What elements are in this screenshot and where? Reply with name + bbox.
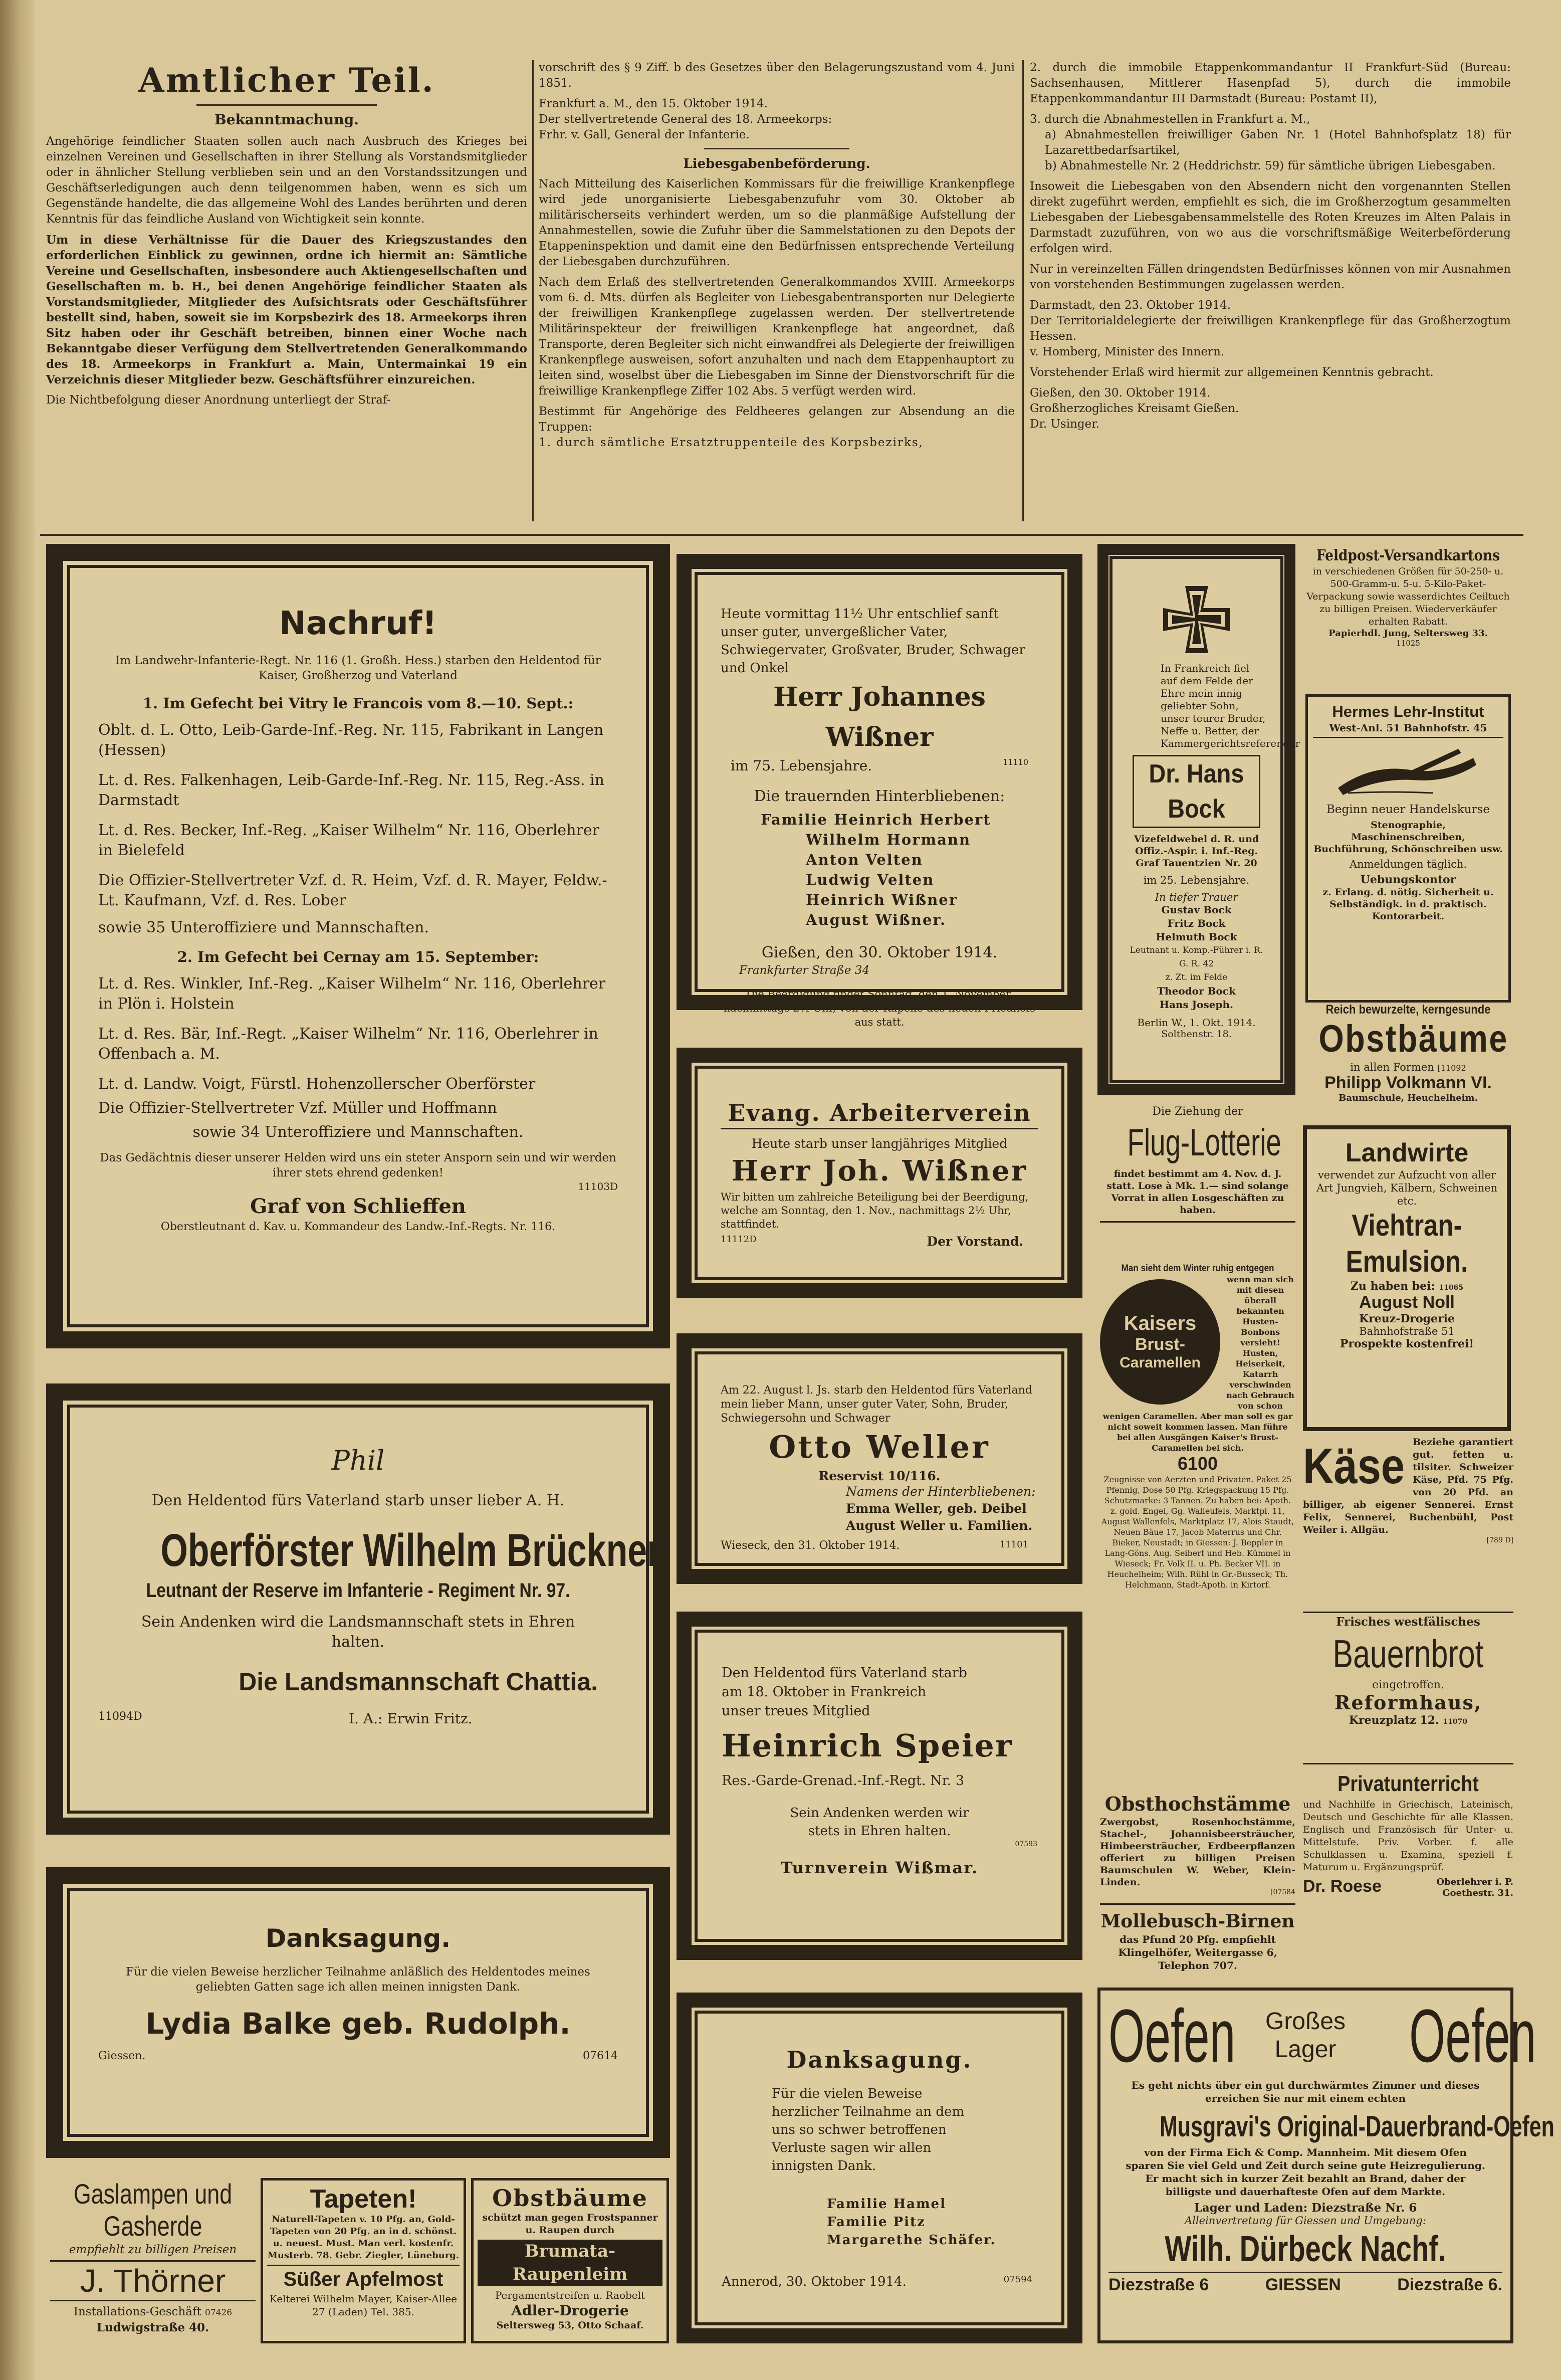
hermes-t5: z. Erlang. d. nötig. Sicherheit u. Selbständigk. in d. praktisch. Kontorarbeit. [1322, 887, 1494, 922]
weller-names-lead: Namens der Hinterbliebenen: [846, 1484, 1036, 1499]
mourner: Ludwig Velten [806, 871, 935, 888]
bruckner-sign-row [98, 1667, 618, 1697]
liebesgaben-para-4: 1. durch sämtliche Ersatztruppenteile des Korpsbezirks, [539, 436, 924, 449]
kaisers-text2: Zeugnisse von Aerzten und Privaten. Paket 25 Pfennig, Dose 50 Pfg. Kriegspackung 15 Pfg. Schutzmarke: 3 Tannen. Zu haben bei: Apoth. z. gold. Engel, Gg. Walleufels, Marktpl. 11, August Wallenfels, Marktplatz 17, Alois Staudt, Neuen Bäue 17, Jacob Materrus und Chr. Bieker, Neustadt; in Giessen: J. Beppler in Lang-Göns. Aug. Seibert und Heb. Kümmel in Wieseck; Fr. Volk II. u. Ph. Becker VII. in Heuchelheim; Wilh. Rühl in Gr.-Busseck; Th. Helchmann, Stadt-Apoth. in Kirtorf. [1101, 1475, 1294, 1590]
wissner-burial: Die Beerdigung findet Sonntag, den 1. November, nachmittags 2½ Uhr, von der Kapelle des neuen Friedhofs aus statt. [723, 988, 1036, 1028]
landwirte-text: verwendet zur Aufzucht von aller Art Jungvieh, Kälbern, Schweinen etc. [1316, 1169, 1498, 1207]
liebesgaben-para-3: Bestimmt für Angehörige des Feldheeres gelangen zur Absendung an die Truppen: [539, 405, 1015, 434]
obstbaeume-small-shop: Adler-Drogerie [511, 2302, 629, 2319]
balke-title: Danksagung. [265, 1924, 451, 1953]
volkmann-name: Philipp Volkmann VI. [1324, 1073, 1492, 1092]
wissner-mourn: Die trauernden Hinterbliebenen: [754, 787, 1005, 805]
ad-code: 11101 [999, 1539, 1028, 1550]
official-signer: Frhr. v. Gall, General der Infanterie. [539, 128, 750, 141]
oefen-header [1108, 1994, 1536, 2078]
mollebusch-title: Mollebusch-Birnen [1100, 1911, 1295, 1932]
nachruf-section-2: 2. Im Gefecht bei Cernay am 15. September: [177, 948, 539, 965]
liebesgaben-para-1: Nach Mitteilung des Kaiserlichen Kommissars für die freiwillige Krankenpflege wird jede unorganisierte Liebesgabenzufuhr vom 30. Oktober ab militärischerseits verhindert werden, um so die planmäßige Aufstellung der Annahmestellen, sowie die Zufuhr über die Sammelstationen zu den Depots der Etappeninspektion und damit eine den Bedürfnissen entsprechende Verteilung der Liebesgaben durchzuführen. [539, 177, 1015, 268]
arbeiterverein-text: Heute starb unser langjähriges Mitglied [751, 1136, 1008, 1151]
hamel-foot [722, 2274, 1037, 2294]
landwirte-shop: Kreuz-Drogerie [1359, 1312, 1455, 1325]
speier-ad [677, 1612, 1082, 1960]
obsthochstaemme-ad [1100, 1792, 1295, 1905]
bruckner-foot [98, 1710, 618, 1735]
c3-4: b) Abnahmestelle Nr. 2 (Heddrichstr. 59) für sämtliche übrigen Liebesgaben. [1045, 159, 1496, 172]
brumata-brand: Brumata-Raupenleim [478, 2240, 662, 2286]
obsthoch-text: Zwergobst, Rosenhochstämme, Stachel-, Johannisbeersträucher, Himbeersträucher, Erdbeerpflanzen offeriert zu billigen Preisen Baumschulen W. Weber, Klein-Linden. [1100, 1817, 1295, 1888]
obstbaeume-small-title: Obstbäume [492, 2185, 648, 2212]
ad-code: 07426 [205, 2308, 233, 2318]
landwirte-brand-2: Emulsion. [1346, 1245, 1468, 1278]
fallen-entry: Lt. d. Res. Falkenhagen, Leib-Garde-Inf.-Reg. Nr. 115, Reg.-Ass. in Darmstadt [98, 771, 604, 809]
speier-rank: Res.-Garde-Grenad.-Inf.-Regt. Nr. 3 [722, 1773, 965, 1789]
nachruf-ad [46, 544, 670, 1348]
oefen-word-2: Großes [1265, 2008, 1346, 2035]
mollebusch-ad [1100, 1910, 1295, 1985]
bauernbrot-ad [1303, 1612, 1513, 1764]
hamel-text: Für die vielen Beweise herzlicher Teilnahme an dem uns so schwer betroffenen Verluste sagen wir allen innigsten Dank. [772, 2086, 965, 2173]
weller-names [846, 1483, 1038, 1534]
volkmann-top: Reich bewurzelte, kerngesunde [1325, 1003, 1491, 1017]
mourner: August Weller u. Familien. [846, 1518, 1033, 1533]
bruckner-rank: Leutnant der Reserve im Infanterie - Regiment Nr. 97. [146, 1579, 570, 1602]
hermes-ad [1305, 694, 1511, 1003]
official-col-1 [46, 60, 527, 413]
official-col-2 [539, 60, 1015, 456]
nachruf-signature: Graf von Schlieffen [250, 1195, 466, 1218]
privat-addr: Oberlehrer i. P. Goethestr. 31. [1436, 1877, 1513, 1898]
landwirte-brand-1: Viehtran- [1352, 1209, 1462, 1242]
hermes-t4: Uebungskontor [1360, 873, 1456, 886]
bauernbrot-addr-text: Kreuzplatz 12. [1349, 1714, 1439, 1727]
wissner-street: Frankfurter Straße 34 [739, 964, 870, 977]
obstbaeume-small-text2: Pergamentstreifen u. Raobelt [495, 2289, 645, 2301]
tapeten-text: Naturell-Tapeten v. 10 Pfg. an, Gold-Tapeten von 20 Pfg. an in d. schönst. u. neuest. Must. Man verl. kostenfr. Musterb. 78. Gebr. Ziegler, Lüneburg. [267, 2214, 460, 2261]
balke-ad [46, 1867, 670, 2158]
landwirte-t1-text: Zu haben bei: [1350, 1280, 1435, 1293]
flug-lead: Die Ziehung der [1152, 1105, 1243, 1118]
kaese-text: Beziehe garantiert gut. fetten u. tilsiter. Schweizer Käse, Pfd. 75 Pfg. von 20 Pfd. an billiger, ab eigener Sennerei. Ernst Felix, Sennerei, Buchenbühl, Post Weiler i. Allgäu. [1303, 1437, 1513, 1535]
nachruf-list-2 [98, 974, 618, 1142]
hermes-t3: Anmeldungen täglich. [1349, 858, 1467, 870]
nachruf-intro: Im Landwehr-Infanterie-Regt. Nr. 116 (1. Großh. Hess.) starben den Heldentod für Kaiser, Großherzog und Vaterland [115, 654, 601, 682]
pen-hand-icon [1313, 738, 1503, 803]
kaisers-ad [1100, 1263, 1295, 1790]
c3-7: Darmstadt, den 23. Oktober 1914. [1030, 299, 1231, 312]
mourner: Margarethe Schäfer. [827, 2233, 996, 2248]
c3-1: 2. durch die immobile Etappenkommandantur II Frankfurt-Süd (Bureau: Sachsenhausen, Mittlerer Hasenpfad 5), durch die immobile Etappenkommandantur III Darmstadt (Bureau: Postamt II), [1030, 61, 1511, 105]
kaisers-brand-1: Kaisers [1124, 1312, 1197, 1334]
wissner-date: Gießen, den 30. Oktober 1914. [761, 944, 998, 961]
landwirte-t1 [1315, 1280, 1499, 1293]
kaese-ad [1303, 1436, 1513, 1607]
nachruf-signature-role: Oberstleutnant d. Kav. u. Kommandeur des Landw.-Inf.-Regts. Nr. 116. [160, 1221, 556, 1233]
mourner: Theodor Bock [1157, 985, 1236, 997]
fallen-entry: sowie 34 Unteroffiziere und Mannschaften. [192, 1123, 524, 1141]
weller-text: Am 22. August l. Js. starb den Heldentod fürs Vaterland mein lieber Mann, unser guter Vater, Sohn, Bruder, Schwiegersohn und Schwager [721, 1384, 1032, 1425]
kaisers-text: wenn man sich mit diesen überall bekannten Husten-Bonbons versieht! Husten, Heiserkeit, Katarrh verschwinden nach Gebrauch von schon wenigen Caramellen. Aber man soll es gar nicht soweit kommen lassen. Man führe bei allen Ausgängen Kaiser's Brust-Caramellen bei sich. [1102, 1275, 1294, 1453]
apfelmost-title: Süßer Apfelmost [267, 2265, 460, 2292]
bauernbrot-title: Bauernbrot [1332, 1632, 1484, 1676]
bruckner-signature: Die Landsmannschaft Chattia. [239, 1668, 598, 1696]
c3-3: a) Abnahmestellen freiwilliger Gaben Nr. 1 (Hotel Bahnhofsplatz 18) für Lazarettbedarfsartikel, [1045, 128, 1511, 157]
mourner: Familie Heinrich Herbert [761, 811, 991, 828]
wissner-age: im 75. Lebensjahre. [731, 757, 872, 774]
arbeiterverein-name: Herr Joh. Wißner [731, 1154, 1028, 1187]
kaisers-number: 6100 [1177, 1453, 1218, 1474]
page-edge [0, 0, 35, 2380]
privat-title: Privatunterricht [1337, 1771, 1479, 1796]
landwirte-addr: Bahnhofstraße 51 [1359, 1325, 1455, 1337]
c3-10: Vorstehender Erlaß wird hiermit zur allgemeinen Kenntnis gebracht. [1030, 366, 1434, 379]
bauernbrot-addr [1303, 1714, 1513, 1727]
ad-code: 11110 [1003, 757, 1028, 767]
oefen-word-3: Lager [1274, 2036, 1336, 2063]
landwirte-name: August Noll [1359, 1293, 1455, 1312]
ad-code: 11070 [1443, 1718, 1468, 1726]
gas-line-4-text: Installations-Geschäft [73, 2305, 201, 2318]
feldpost-title: Feldpost-Versandkartons [1316, 547, 1500, 564]
speier-name: Heinrich Speier [722, 1727, 1013, 1764]
nachruf-memorial: Das Gedächtnis dieser unserer Helden wird uns ein steter Ansporn sein und wir werden ihrer stets ehrend gedenken! [100, 1151, 616, 1179]
mourner: Familie Pitz [827, 2215, 926, 2230]
fraternity-monogram: Phil [331, 1445, 385, 1476]
mourner: Anton Velten [806, 851, 923, 868]
official-heading: Amtlicher Teil. [138, 61, 435, 100]
ad-code: 07614 [583, 2050, 618, 2062]
c3-6: Nur in vereinzelten Fällen dringendsten Bedürfnisses können von mir Ausnahmen von vorstehenden Bestimmungen zugelassen werden. [1030, 263, 1511, 291]
oefen-word-1: Oefen [1108, 1994, 1236, 2078]
flug-title: Flug-Lotterie [1127, 1121, 1281, 1164]
fallen-entry: Oblt. d. L. Otto, Leib-Garde-Inf.-Reg. Nr. 115, Fabrikant in Langen (Hessen) [98, 721, 604, 759]
c3-2: 3. durch die Abnahmestellen in Frankfurt a. M., [1030, 113, 1310, 126]
nachruf-title: Nachruf! [279, 605, 437, 642]
apfelmost-text: Kelterei Wilhelm Mayer, Kaiser-Allee 27 (Laden) Tel. 385. [269, 2293, 458, 2318]
c3-8: Der Territorialdelegierte der freiwilligen Krankenpflege für das Großherzogtum Hessen. [1030, 314, 1511, 343]
bock-names [1126, 903, 1267, 1012]
obstbaeume-small-ad [471, 2178, 669, 2343]
official-para-2: Um in diese Verhältnisse für die Dauer des Kriegszustandes den erforderlichen Einblick zu gewinnen, ordne ich hiermit an: Sämtliche Vereine und Gesellschaften, insbesondere auch Aktiengesellschaften und Gesellschaften m. b. H., bei denen Angehörige feindlicher Staaten als Vorstandsmitglieder, Mitglieder des Aufsichtsrats oder Geschäftsführer bestellt sind, haben, soweit sie im Korpsbezirk des 18. Armeekorps ihren Sitz haben oder ihr Geschäft betreiben, binnen einer Woche nach Bekanntgabe dieser Verfügung dem Stellvertretenden Generalkommando des 18. Armeekorps in Frankfurt a. Main, Untermainkai 19 ein Verzeichnis dieser Mitglieder bezw. Geschäftsführer einzureichen. [46, 233, 527, 386]
oefen-b2: GIESSEN [1265, 2275, 1341, 2294]
bruckner-text: Sein Andenken wird die Landsmannschaft stets in Ehren halten. [141, 1613, 575, 1651]
heading-rule [196, 104, 377, 106]
oefen-t4: Alleinvertretung für Giessen und Umgebung: [1185, 2215, 1426, 2227]
column-rule-1 [532, 60, 534, 521]
volkmann-place: Baumschule, Heuchelheim. [1339, 1093, 1478, 1103]
weller-foot [721, 1539, 1038, 1557]
nachruf-section-1: 1. Im Gefecht bei Vitry le Francois vom 8.—10. Sept.: [142, 695, 574, 712]
bock-rank: Vizefeldwebel d. R. und Offiz.-Aspir. i. Inf.-Reg. Graf Tauentzien Nr. 20 [1134, 834, 1259, 869]
feldpost-shop: Papierhdl. Jung, Seltersweg 33. [1328, 628, 1488, 639]
flug-lotterie-ad [1100, 1105, 1295, 1261]
privat-sign-row [1303, 1877, 1513, 1904]
mourner: Wilhelm Hormann [806, 831, 971, 848]
bruckner-ia: I. A.: Erwin Fritz. [349, 1710, 473, 1727]
official-para-1: Angehörige feindlicher Staaten sollen auch nach Ausbruch des Krieges bei einzelnen Vereinen und Gesellschaften in ihrer Stellung als Vorstandsmitglieder oder in ähnlicher Stellung verblieben sein und an den Vorstandssitzungen und Geschäftserledigungen auch denn teilgenommen haben, wenn es sich um Gegenstände handelte, die das allgemeine Wohl des Landes berührten und deren Kenntnis für das feindliche Ausland von Wichtigkeit sein konnte. [46, 135, 527, 226]
feldpost-ad [1303, 546, 1513, 697]
c3-13: Dr. Usinger. [1030, 418, 1099, 431]
weller-date: Wieseck, den 31. Oktober 1914. [721, 1539, 900, 1552]
iron-cross-svg [1159, 582, 1234, 657]
official-para-3: Die Nichtbefolgung dieser Anordnung unterliegt der Straf- [46, 393, 391, 407]
oefen-footer [1108, 2272, 1502, 2295]
balke-text: Für die vielen Beweise herzlicher Teilnahme anläßlich des Heldentodes meines geliebten Gatten sage ich allen meinen innigsten Dank. [126, 1965, 590, 1994]
oefen-b1: Diezstraße 6 [1108, 2275, 1209, 2294]
bock-text: In Frankreich fiel auf dem Felde der Ehre mein innig geliebter Sohn, unser teurer Bruder, Neffe u. Better, der Kammergerichtsreferendar [1161, 662, 1300, 749]
volkmann-ad [1303, 1003, 1513, 1113]
wissner-names [761, 810, 1038, 930]
mollebusch-text: das Pfund 20 Pfg. empfiehlt Klingelhöfer, Weitergasse 6, Telephon 707. [1118, 1933, 1277, 1971]
mourner: Familie Hamel [827, 2197, 946, 2212]
mourner: Gustav Bock [1161, 904, 1232, 916]
obstbaeume-small-text: schützt man gegen Frostspanner u. Raupen durch [482, 2212, 658, 2236]
fallen-entry: Lt. d. Res. Bär, Inf.-Regt. „Kaiser Wilhelm“ Nr. 116, Oberlehrer in Offenbach a. M. [98, 1025, 598, 1063]
kaese-title: Käse [1303, 1438, 1405, 1494]
volkmann-text-inner: in allen Formen [1350, 1061, 1434, 1073]
official-law-ref: vorschrift des § 9 Ziff. b des Gesetzes über den Belagerungszustand vom 4. Juni 1851. [539, 61, 1015, 90]
ad-code: 11094D [98, 1710, 142, 1723]
official-date: Frankfurt a. M., den 15. Oktober 1914. [539, 97, 768, 110]
landwirte-t2: Prospekte kostenfrei! [1340, 1337, 1474, 1350]
fallen-entry: Lt. d. Landw. Voigt, Fürstl. Hohenzollerscher Oberförster [98, 1075, 536, 1093]
official-signer-role: Der stellvertretende General des 18. Armeekorps: [539, 113, 832, 126]
bock-name: Dr. Hans Bock [1133, 755, 1260, 828]
nachruf-list-1 [98, 720, 618, 938]
mourner: z. Zt. im Felde [1165, 972, 1228, 982]
wissner-name: Herr Johannes Wißner [773, 682, 986, 752]
bock-mourn: In tiefer Trauer [1155, 891, 1238, 903]
flug-text: findet bestimmt am 4. Nov. d. J. statt. Lose à Mk. 1.— sind solange Vorrat in allen Losgeschäften zu haben. [1106, 1168, 1289, 1216]
feldpost-text: in verschiedenen Größen für 50-250- u. 500-Gramm-u. 5-u. 5-Kilo-Paket-Verpackung sowie wasserdichtes Ceiltuch zu billigen Preisen. Wiederverkäufer erhalten Rabatt. [1306, 566, 1510, 627]
weller-ad [677, 1333, 1082, 1584]
mourner: Helmuth Bock [1156, 931, 1237, 943]
speier-text2: Sein Andenken werden wir stets in Ehren halten. [790, 1806, 969, 1839]
hermes-t2: Stenographie, Maschinenschreiben, Buchführung, Schönschreiben usw. [1313, 820, 1503, 855]
landwirte-title: Landwirte [1345, 1138, 1469, 1167]
gas-line-3: empfiehlt zu billigen Preisen [69, 2243, 237, 2256]
weller-rank: Reservist 10/116. [818, 1469, 941, 1483]
arbeiterverein-text2: Wir bitten um zahlreiche Beteiligung bei der Beerdigung, welche am Sonntag, den 1. Nov., nachmittags 2½ Uhr, stattfindet. [721, 1191, 1029, 1230]
bock-street: Solthenstr. 18. [1161, 1029, 1232, 1040]
bruckner-ad [46, 1383, 670, 1835]
hermes-address: West-Anl. 51 Bahnhofstr. 45 [1313, 722, 1503, 738]
privat-name: Dr. Roese [1303, 1877, 1382, 1896]
ad-code: 07594 [1003, 2274, 1032, 2285]
official-subheading: Bekanntmachung. [214, 111, 359, 128]
gas-line-1: Gaslampen und [73, 2178, 233, 2210]
wissner-ad [677, 554, 1082, 1028]
bauernbrot-shop: Reformhaus, [1334, 1691, 1482, 1714]
fallen-entry: Die Offizier-Stellvertreter Vzf. d. R. Heim, Vzf. d. R. Mayer, Feldw.-Lt. Kaufmann, Vzf. d. Res. Lober [98, 872, 607, 909]
speier-sign: Turnverein Wißmar. [780, 1858, 979, 1877]
pen-hand-svg [1333, 743, 1483, 798]
tapeten-ad [261, 2178, 466, 2343]
bauernbrot-t1: eingetroffen. [1372, 1679, 1444, 1691]
hermes-title: Hermes Lehr-Institut [1332, 703, 1484, 720]
ad-code: 11025 [1396, 639, 1420, 648]
c3-5: Insoweit die Liebesgaben von den Absendern nicht den vorgenannten Stellen direkt zugeführt werden, empfiehlt es sich, die im Großherzogtum gesammelten Liebesgaben der Liebesgabensammelstelle des Roten Kreuzes im Alten Palais in Darmstadt zuzuführen, von wo aus die vorschriftsmäßige Weiterbeförderung erfolgen wird. [1030, 180, 1511, 255]
ad-code: [07584 [1270, 1888, 1295, 1896]
arbeiterverein-title: Evang. Arbeiterverein [721, 1098, 1038, 1129]
liebesgaben-para-2: Nach dem Erlaß des stellvertretenden Generalkommandos XVIII. Armeekorps vom 6. d. Mts. dürfen als Begleiter von Liebesgabentransporten nur Delegierte der freiwilligen Krankenpflege zugelassen werden. Der stellvertretende Militärinspekteur der freiwilligen Krankenpflege hat angeordnet, daß Transporte, deren Begleiter sich nicht einwandfrei als Delegierte der freiwilligen Krankenpflege ausweisen, sofort anzuhalten und nach dem Etappenhauptort zu leiten sind, woselbst über die Liebesgaben im Sinne der Dienstvorschrift für die freiwillige Krankenpflege Ziffer 102 Abs. 5 verfügt werden wird. [539, 276, 1015, 398]
weller-name: Otto Weller [769, 1429, 990, 1465]
official-col-3 [1030, 60, 1511, 437]
oefen-b3: Diezstraße 6. [1397, 2275, 1502, 2294]
balke-foot [98, 2050, 618, 2070]
balke-name: Lydia Balke geb. Rudolph. [145, 2007, 571, 2041]
balke-place: Giessen. [98, 2050, 146, 2062]
ad-code: [11092 [1437, 1063, 1466, 1073]
volkmann-text [1303, 1061, 1513, 1073]
gas-address: Ludwigstraße 40. [96, 2321, 209, 2334]
divider [1100, 1221, 1295, 1223]
kaisers-brand-3: Caramellen [1120, 1354, 1201, 1371]
arbeiterverein-sign: Der Vorstand. [927, 1234, 1023, 1249]
ad-code: 11112D [721, 1234, 757, 1245]
section-rule [40, 534, 1523, 536]
oefen-title: Musgravi's Original-Dauerbrand-Oefen [1160, 2110, 1554, 2143]
c3-12: Großherzogliches Kreisamt Gießen. [1030, 402, 1239, 415]
oefen-t2: von der Firma Eich & Comp. Mannheim. Mit diesem Ofen sparen Sie viel Geld und Zeit durch seine gute Heizregulierung. Er macht sich in kurzer Zeit bezahlt an Brand, daher der billigste und dauerhafteste Ofen auf dem Markte. [1126, 2146, 1485, 2198]
column-rule-2 [1022, 60, 1024, 521]
gas-line-4 [50, 2304, 256, 2320]
bruckner-intro: Den Heldentod fürs Vaterland starb unser lieber A. H. [151, 1492, 565, 1509]
bruckner-name: Oberförster Wilhelm Brückner [160, 1525, 661, 1576]
speier-text: Den Heldentod fürs Vaterland starb am 18. Oktober in Frankreich unser treues Mitglied [722, 1665, 967, 1719]
oefen-word-4: Oefen [1409, 1994, 1536, 2078]
divider [704, 148, 849, 149]
kaisers-lead: Man sieht dem Winter ruhig entgegen [1121, 1263, 1274, 1274]
mourner: Heinrich Wißner [806, 891, 958, 908]
mourner: Fritz Bock [1167, 917, 1226, 929]
oefen-center [1265, 2008, 1346, 2064]
bock-date: Berlin W., 1. Okt. 1914. [1137, 1017, 1256, 1029]
gas-line-2: Gasherde [103, 2210, 202, 2242]
hermes-t1: Beginn neuer Handelskurse [1326, 803, 1490, 816]
bock-age: im 25. Lebensjahre. [1143, 874, 1250, 886]
volkmann-title: Obstbäume [1318, 1018, 1508, 1060]
iron-cross-icon [1159, 582, 1234, 657]
c3-9: v. Homberg, Minister des Innern. [1030, 345, 1225, 358]
arbeiterverein-ad [677, 1048, 1082, 1298]
oefen-name: Wilh. Dürbeck Nachf. [1165, 2229, 1446, 2269]
hamel-date: Annerod, 30. Oktober 1914. [722, 2274, 907, 2289]
fallen-entry: Die Offizier-Stellvertreter Vzf. Müller und Hoffmann [98, 1099, 497, 1117]
ad-code: 07593 [1015, 1840, 1037, 1848]
obstbaeume-small-addr: Seltersweg 53, Otto Schaaf. [496, 2320, 644, 2331]
kaisers-brand-badge [1100, 1279, 1220, 1405]
gas-ad [50, 2178, 256, 2343]
hamel-ad [677, 1993, 1082, 2343]
hamel-names [827, 2195, 1037, 2249]
mourner: Hans Joseph. [1160, 999, 1233, 1011]
privat-text: und Nachhilfe in Griechisch, Lateinisch, Deutsch und Geschichte für alle Klassen. Englisch und Französisch für Unter- u. Mittelstufe. Priv. Vorber. f. alle Schulklassen u. Examina, speziell f. Maturum u. Ergänzungsprüf. [1303, 1799, 1513, 1873]
oefen-t1: Es geht nichts über ein gut durchwärmtes Zimmer und dieses erreichen Sie nur mit einem echten [1131, 2079, 1480, 2104]
wissner-text: Heute vormittag 11½ Uhr entschlief sanft unser guter, unvergeßlicher Vater, Schwiegervater, Großvater, Bruder, Schwager und Onkel [721, 607, 1025, 676]
wissner-age-row [721, 757, 1038, 777]
liebesgaben-title: Liebesgabenbeförderung. [683, 156, 870, 171]
c3-11: Gießen, den 30. Oktober 1914. [1030, 386, 1211, 400]
fallen-entry: sowie 35 Unteroffiziere und Mannschaften. [98, 919, 429, 936]
bock-ad [1097, 544, 1300, 1095]
oefen-ad [1097, 1988, 1554, 2343]
kaisers-brand-2: Brust- [1135, 1335, 1186, 1354]
arbeiterverein-foot [721, 1234, 1038, 1252]
mourner: August Wißner. [806, 911, 947, 928]
tapeten-title: Tapeten! [310, 2185, 417, 2214]
oefen-t3: Lager und Laden: Diezstraße Nr. 6 [1194, 2201, 1417, 2215]
privatunterricht-ad [1303, 1769, 1513, 1980]
mourner: Emma Weller, geb. Deibel [846, 1501, 1027, 1516]
landwirte-ad [1303, 1125, 1511, 1431]
ad-code: 11103D [578, 1180, 618, 1193]
obsthoch-title: Obsthochstämme [1104, 1793, 1291, 1815]
ad-code: [789 D] [1486, 1536, 1513, 1544]
hamel-title: Danksagung. [786, 2046, 973, 2073]
mourner: Leutnant u. Komp.-Führer i. R. G. R. 42 [1130, 945, 1263, 969]
bauernbrot-lead: Frisches westfälisches [1336, 1615, 1480, 1629]
fallen-entry: Lt. d. Res. Becker, Inf.-Reg. „Kaiser Wilhelm“ Nr. 116, Oberlehrer in Bielefeld [98, 822, 599, 859]
ad-code: 11065 [1439, 1284, 1464, 1292]
fallen-entry: Lt. d. Res. Winkler, Inf.-Reg. „Kaiser Wilhelm“ Nr. 116, Oberlehrer in Plön i. Holstein [98, 975, 606, 1013]
gas-name: J. Thörner [50, 2260, 256, 2301]
